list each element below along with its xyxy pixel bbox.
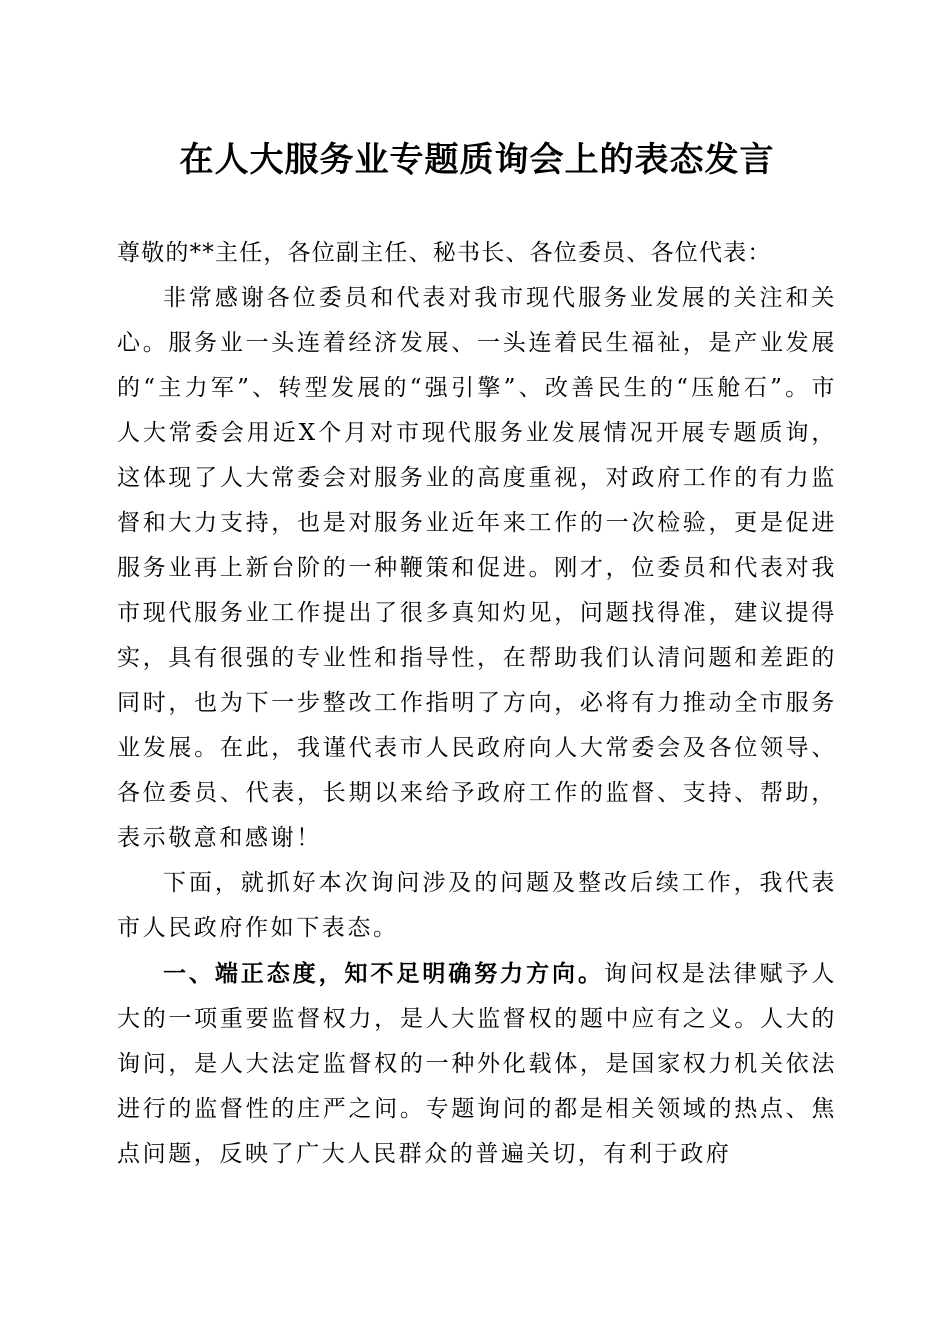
paragraph-thanks: 非常感谢各位委员和代表对我市现代服务业发展的关注和关心。服务业一头连着经济发展、一头连着民生福祉，是产业发展的“主力军”、转型发展的“强引擎”、改善民生的“压舱石”。市人大常委会用近X个月对市现代服务业发展情况开展专题质询，这体现了人大常委会对服务业的高度重视，对政府工作的有力监督和大力支持，也是对服务业近年来工作的一次检验，更是促进服务业再上新台阶的一种鞭策和促进。刚才，位委员和代表对我市现代服务业工作提出了很多真知灼见，问题找得准，建议提得实，具有很强的专业性和指导性，在帮助我们认清问题和差距的同时，也为下一步整改工作指明了方向，必将有力推动全市服务业发展。在此，我谨代表市人民政府向人大常委会及各位领导、各位委员、代表，长期以来给予政府工作的监督、支持、帮助，表示敬意和感谢！ xyxy=(117,285,837,851)
paragraph-intro: 下面，就抓好本次询问涉及的问题及整改后续工作，我代表市人民政府作如下表态。 xyxy=(117,870,837,941)
section-1-text: 询问权是法律赋予人大的一项重要监督权力，是人大监督权的题中应有之义。人大的询问，是人大法定监督权的一种外化载体，是国家权力机关依法进行的监督性的庄严之问。专题询问的都是相关领域的热点、焦点问题，反映了广大人民群众的普遍关切，有利于政府 xyxy=(117,961,837,1167)
document-body xyxy=(117,231,837,1177)
salutation: 尊敬的**主任，各位副主任、秘书长、各位委员、各位代表： xyxy=(117,240,772,266)
section-1-heading: 一、端正态度，知不足明确努力方向。 xyxy=(163,960,604,987)
document-title: 在人大服务业专题质询会上的表态发言 xyxy=(179,140,775,180)
paragraph-section-1 xyxy=(117,951,837,1177)
